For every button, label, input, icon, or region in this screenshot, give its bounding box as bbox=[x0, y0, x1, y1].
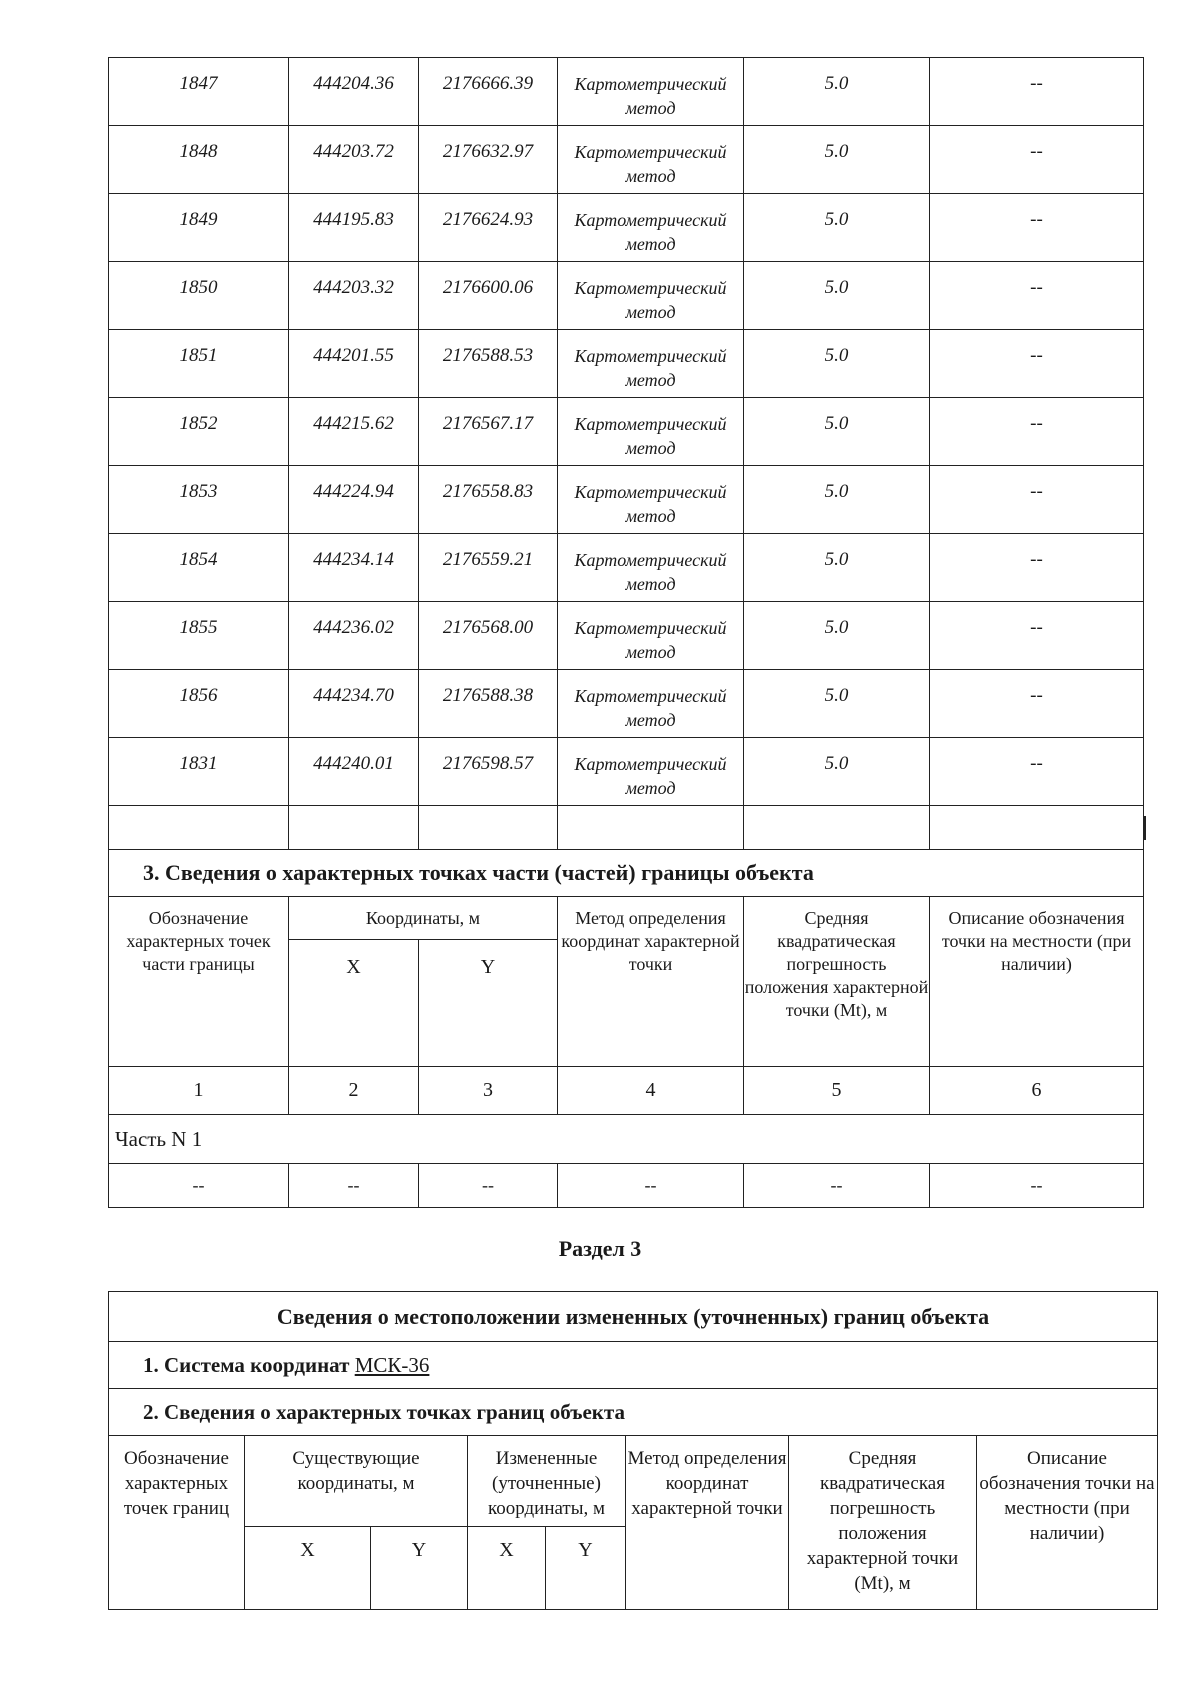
point-desc bbox=[930, 466, 1144, 534]
point-number-value: 1850 bbox=[179, 277, 218, 298]
point-y bbox=[419, 262, 558, 330]
point-desc bbox=[930, 670, 1144, 738]
point-desc-value: -- bbox=[1030, 685, 1043, 706]
method-line: Картометрический bbox=[574, 482, 727, 502]
point-mt bbox=[744, 466, 930, 534]
point-method bbox=[558, 262, 744, 330]
s3-header-x2: X bbox=[468, 1527, 546, 1610]
coord-system-value: МСК-36 bbox=[354, 1352, 430, 1377]
col-num: 2 bbox=[289, 1067, 419, 1115]
point-number-value: 1856 bbox=[179, 685, 218, 706]
method-line: Картометрический bbox=[574, 618, 727, 638]
point-x bbox=[289, 194, 419, 262]
point-mt-value: 5.0 bbox=[824, 141, 849, 162]
method-line: метод bbox=[625, 710, 676, 730]
point-row bbox=[109, 670, 1144, 738]
point-desc-value: -- bbox=[1030, 209, 1043, 230]
point-number bbox=[109, 602, 289, 670]
method-line: Картометрический bbox=[574, 142, 727, 162]
point-y-value: 2176588.38 bbox=[442, 685, 534, 706]
point-mt-value: 5.0 bbox=[824, 209, 849, 230]
point-x-value: 444234.70 bbox=[313, 685, 394, 706]
s3-header-y2: Y bbox=[546, 1527, 626, 1610]
point-desc bbox=[930, 398, 1144, 466]
point-desc bbox=[930, 58, 1144, 126]
point-method bbox=[558, 398, 744, 466]
point-mt bbox=[744, 602, 930, 670]
col-num: 1 bbox=[109, 1067, 289, 1115]
point-x-value: 444224.94 bbox=[313, 481, 394, 502]
method-line: метод bbox=[625, 574, 676, 594]
method-text bbox=[558, 194, 743, 256]
header-designation: Обозначение характерных точек части границы bbox=[109, 897, 289, 1067]
point-number bbox=[109, 126, 289, 194]
point-x bbox=[289, 738, 419, 806]
point-desc-value: -- bbox=[1030, 753, 1043, 774]
point-y bbox=[419, 398, 558, 466]
point-method bbox=[558, 330, 744, 398]
point-desc-value: -- bbox=[1030, 73, 1043, 94]
s3-header-designation: Обозначение характерных точек границ bbox=[109, 1436, 245, 1610]
point-mt bbox=[744, 58, 930, 126]
point-number bbox=[109, 330, 289, 398]
parts-section-title: 3. Сведения о характерных точках части (частей) границы объекта bbox=[109, 850, 1144, 897]
method-line: Картометрический bbox=[574, 754, 727, 774]
s3-header-existing: Существующие координаты, м bbox=[245, 1436, 468, 1527]
method-line: Картометрический bbox=[574, 210, 727, 230]
section-3-title: Сведения о местоположении измененных (уточненных) границ объекта bbox=[109, 1292, 1158, 1342]
dash-cell: -- bbox=[419, 1164, 558, 1208]
point-number bbox=[109, 466, 289, 534]
point-row bbox=[109, 126, 1144, 194]
method-line: метод bbox=[625, 166, 676, 186]
header-mt: Средняя квадратическая погрешность положения характерной точки (Mt), м bbox=[744, 897, 930, 1067]
point-number-value: 1831 bbox=[179, 753, 218, 774]
point-mt bbox=[744, 126, 930, 194]
point-desc-value: -- bbox=[1030, 277, 1043, 298]
point-y-value: 2176666.39 bbox=[442, 73, 534, 94]
method-line: Картометрический bbox=[574, 550, 727, 570]
header-desc: Описание обозначения точки на местности (при наличии) bbox=[930, 897, 1144, 1067]
point-mt-value: 5.0 bbox=[824, 73, 849, 94]
dash-cell: -- bbox=[744, 1164, 930, 1208]
dash-cell: -- bbox=[558, 1164, 744, 1208]
point-y-value: 2176632.97 bbox=[442, 141, 534, 162]
point-row bbox=[109, 602, 1144, 670]
point-mt-value: 5.0 bbox=[824, 345, 849, 366]
point-x-value: 444240.01 bbox=[313, 753, 394, 774]
point-row bbox=[109, 534, 1144, 602]
point-desc bbox=[930, 330, 1144, 398]
method-line: метод bbox=[625, 778, 676, 798]
col-num: 5 bbox=[744, 1067, 930, 1115]
parts-section bbox=[109, 806, 1144, 1208]
point-x-value: 444204.36 bbox=[313, 73, 394, 94]
method-text bbox=[558, 398, 743, 460]
method-line: Картометрический bbox=[574, 414, 727, 434]
point-method bbox=[558, 126, 744, 194]
point-method bbox=[558, 738, 744, 806]
boundary-points-body bbox=[109, 58, 1144, 806]
point-x-value: 444203.32 bbox=[313, 277, 394, 298]
point-x-value: 444236.02 bbox=[313, 617, 394, 638]
point-number bbox=[109, 738, 289, 806]
point-mt bbox=[744, 194, 930, 262]
point-mt-value: 5.0 bbox=[824, 481, 849, 502]
point-x-value: 444215.62 bbox=[313, 413, 394, 434]
point-desc bbox=[930, 534, 1144, 602]
point-method bbox=[558, 58, 744, 126]
header-coords: Координаты, м bbox=[289, 897, 558, 940]
point-y bbox=[419, 670, 558, 738]
method-text bbox=[558, 534, 743, 596]
method-text bbox=[558, 262, 743, 324]
coord-system-row bbox=[109, 1342, 1158, 1389]
point-row bbox=[109, 738, 1144, 806]
point-desc-value: -- bbox=[1030, 413, 1043, 434]
point-desc-value: -- bbox=[1030, 141, 1043, 162]
boundary-points-table bbox=[108, 57, 1144, 1208]
method-text bbox=[558, 602, 743, 664]
point-desc-value: -- bbox=[1030, 617, 1043, 638]
point-x bbox=[289, 330, 419, 398]
point-x-value: 444203.72 bbox=[313, 141, 394, 162]
point-x bbox=[289, 602, 419, 670]
point-mt bbox=[744, 670, 930, 738]
method-line: Картометрический bbox=[574, 346, 727, 366]
point-x-value: 444195.83 bbox=[313, 209, 394, 230]
point-number bbox=[109, 58, 289, 126]
point-method bbox=[558, 602, 744, 670]
s3-header-desc: Описание обозначения точки на местности (при наличии) bbox=[977, 1436, 1158, 1610]
coord-system-label: 1. Система координат bbox=[143, 1352, 350, 1377]
column-numbers-row bbox=[109, 1067, 1144, 1115]
dash-cell: -- bbox=[109, 1164, 289, 1208]
point-y bbox=[419, 602, 558, 670]
method-line: метод bbox=[625, 98, 676, 118]
point-x bbox=[289, 534, 419, 602]
point-x bbox=[289, 262, 419, 330]
point-y-value: 2176624.93 bbox=[442, 209, 534, 230]
point-desc bbox=[930, 262, 1144, 330]
point-y-value: 2176600.06 bbox=[442, 277, 534, 298]
s3-header-changed: Измененные (уточненные) координаты, м bbox=[468, 1436, 626, 1527]
changed-boundaries-table bbox=[108, 1291, 1158, 1610]
point-mt-value: 5.0 bbox=[824, 549, 849, 570]
method-line: метод bbox=[625, 438, 676, 458]
point-y bbox=[419, 738, 558, 806]
point-number bbox=[109, 398, 289, 466]
point-row bbox=[109, 262, 1144, 330]
method-line: метод bbox=[625, 370, 676, 390]
method-text bbox=[558, 670, 743, 732]
point-mt-value: 5.0 bbox=[824, 685, 849, 706]
point-number-value: 1847 bbox=[179, 73, 218, 94]
s3-header-mt: Средняя квадратическая погрешность положения характерной точки (Mt), м bbox=[789, 1436, 977, 1610]
section-3-heading: Раздел 3 bbox=[558, 1236, 642, 1261]
point-y-value: 2176588.53 bbox=[442, 345, 534, 366]
s3-header-x1: X bbox=[245, 1527, 371, 1610]
col-num: 6 bbox=[930, 1067, 1144, 1115]
point-y-value: 2176568.00 bbox=[442, 617, 534, 638]
point-number bbox=[109, 670, 289, 738]
method-text bbox=[558, 738, 743, 800]
point-y bbox=[419, 330, 558, 398]
col-num: 3 bbox=[419, 1067, 558, 1115]
point-number-value: 1853 bbox=[179, 481, 218, 502]
method-line: метод bbox=[625, 642, 676, 662]
point-row bbox=[109, 58, 1144, 126]
point-row bbox=[109, 330, 1144, 398]
point-mt-value: 5.0 bbox=[824, 277, 849, 298]
method-line: метод bbox=[625, 234, 676, 254]
method-text bbox=[558, 58, 743, 120]
point-mt bbox=[744, 330, 930, 398]
header-method: Метод определения координат характерной точки bbox=[558, 897, 744, 1067]
point-method bbox=[558, 466, 744, 534]
point-x bbox=[289, 670, 419, 738]
part-label: Часть N 1 bbox=[109, 1115, 1144, 1164]
header-x: X bbox=[289, 940, 419, 1067]
point-x bbox=[289, 398, 419, 466]
point-number-value: 1854 bbox=[179, 549, 218, 570]
point-number bbox=[109, 262, 289, 330]
point-desc bbox=[930, 126, 1144, 194]
point-mt bbox=[744, 534, 930, 602]
point-mt-value: 5.0 bbox=[824, 413, 849, 434]
point-desc bbox=[930, 602, 1144, 670]
method-line: метод bbox=[625, 506, 676, 526]
method-text bbox=[558, 126, 743, 188]
point-desc-value: -- bbox=[1030, 345, 1043, 366]
point-row bbox=[109, 398, 1144, 466]
point-method bbox=[558, 534, 744, 602]
point-y-value: 2176598.57 bbox=[442, 753, 534, 774]
point-y bbox=[419, 466, 558, 534]
point-y bbox=[419, 194, 558, 262]
point-y bbox=[419, 58, 558, 126]
part-dash-row bbox=[109, 1164, 1144, 1208]
point-number-value: 1852 bbox=[179, 413, 218, 434]
point-method bbox=[558, 194, 744, 262]
point-number bbox=[109, 534, 289, 602]
header-y: Y bbox=[419, 940, 558, 1067]
point-y-value: 2176567.17 bbox=[442, 413, 534, 434]
method-text bbox=[558, 466, 743, 528]
point-mt-value: 5.0 bbox=[824, 617, 849, 638]
point-number-value: 1848 bbox=[179, 141, 218, 162]
point-x bbox=[289, 58, 419, 126]
point-mt bbox=[744, 262, 930, 330]
point-y-value: 2176558.83 bbox=[442, 481, 534, 502]
point-desc-value: -- bbox=[1030, 481, 1043, 502]
point-desc bbox=[930, 194, 1144, 262]
point-y-value: 2176559.21 bbox=[442, 549, 534, 570]
dash-cell: -- bbox=[930, 1164, 1144, 1208]
point-x-value: 444234.14 bbox=[313, 549, 394, 570]
point-x bbox=[289, 126, 419, 194]
s3-header-method: Метод определения координат характерной точки bbox=[626, 1436, 789, 1610]
col-num: 4 bbox=[558, 1067, 744, 1115]
point-mt bbox=[744, 738, 930, 806]
point-x bbox=[289, 466, 419, 534]
point-number-value: 1855 bbox=[179, 617, 218, 638]
empty-row bbox=[109, 806, 1144, 850]
point-x-value: 444201.55 bbox=[313, 345, 394, 366]
point-y bbox=[419, 534, 558, 602]
point-desc bbox=[930, 738, 1144, 806]
point-mt bbox=[744, 398, 930, 466]
method-line: Картометрический bbox=[574, 278, 727, 298]
point-number bbox=[109, 194, 289, 262]
dash-cell: -- bbox=[289, 1164, 419, 1208]
points-title: 2. Сведения о характерных точках границ объекта bbox=[109, 1389, 1158, 1436]
point-method bbox=[558, 670, 744, 738]
point-number-value: 1849 bbox=[179, 209, 218, 230]
point-number-value: 1851 bbox=[179, 345, 218, 366]
point-row bbox=[109, 194, 1144, 262]
point-mt-value: 5.0 bbox=[824, 753, 849, 774]
method-line: метод bbox=[625, 302, 676, 322]
s3-header-y1: Y bbox=[371, 1527, 468, 1610]
point-row bbox=[109, 466, 1144, 534]
method-text bbox=[558, 330, 743, 392]
method-line: Картометрический bbox=[574, 686, 727, 706]
point-y bbox=[419, 126, 558, 194]
point-desc-value: -- bbox=[1030, 549, 1043, 570]
method-line: Картометрический bbox=[574, 74, 727, 94]
